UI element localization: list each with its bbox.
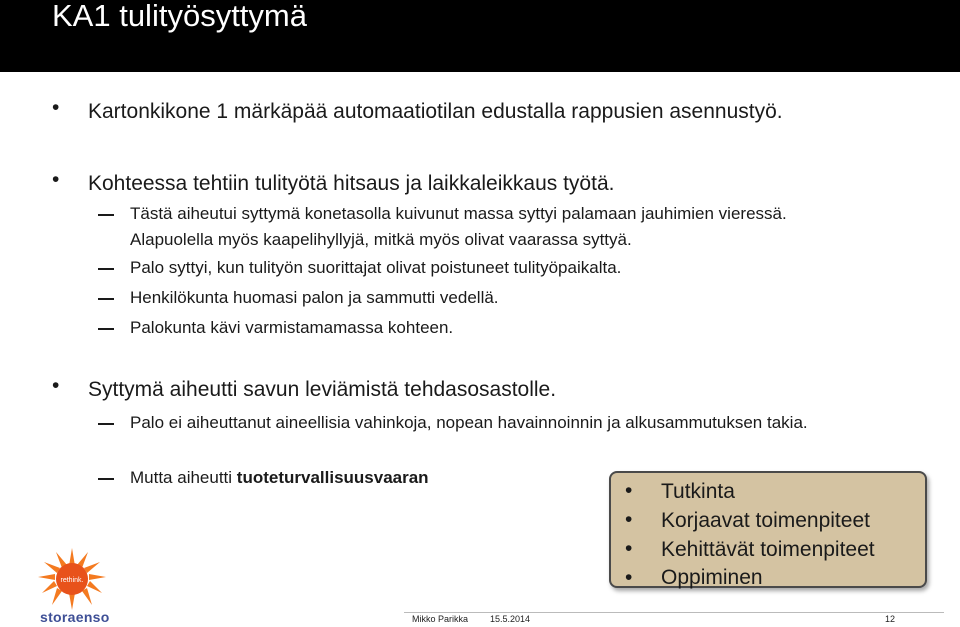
sub-bullet-dash [98, 423, 114, 425]
footer-divider [404, 612, 944, 613]
callout-item-kehittavat: Kehittävät toimenpiteet [661, 538, 875, 561]
sub-bullet-dash [98, 214, 114, 216]
logo-tagline: rethink. [60, 577, 84, 584]
callout-item-oppiminen: Oppiminen [661, 566, 763, 589]
sub-bullet-3-2-text: Mutta aiheutti [130, 468, 237, 487]
bullet-2: Kohteessa tehtiin tulityötä hitsaus ja laikkaleikkaus työtä. [88, 172, 615, 195]
callout-bullet-dot: • [625, 537, 633, 560]
sub-bullet-2-4: Palokunta kävi varmistamamassa kohteen. [130, 318, 454, 337]
callout-item-korjaavat: Korjaavat toimenpiteet [661, 509, 870, 532]
sub-bullet-2-3: Henkilökunta huomasi palon ja sammutti vedellä. [130, 288, 499, 307]
bullet-1: Kartonkikone 1 märkäpää automaatiotilan edustalla rappusien asennustyö. [88, 100, 783, 123]
bullet-dot: • [52, 374, 60, 397]
bullet-dot: • [52, 96, 60, 119]
sub-bullet-2-2: Palo syttyi, kun tulityön suorittajat olivat poistuneet tulityöpaikalta. [130, 258, 622, 277]
slide-title: KA1 tulityösyttymä [52, 0, 307, 33]
sub-bullet-3-2-bold: tuoteturvallisuusvaaran [236, 468, 429, 487]
action-callout-box [609, 471, 927, 588]
callout-item-tutkinta: Tutkinta [661, 480, 735, 503]
footer-page-number: 12 [885, 614, 896, 624]
sub-bullet-2-1: Tästä aiheutui syttymä konetasolla kuivunut massa syttyi palamaan jauhimien vieressä. Alapuolella myös kaapelihyllyjä, mitkä myös olivat vaarassa syttyä. [130, 204, 787, 249]
sub-bullet-3-2 [130, 465, 429, 491]
sub-bullet-dash [98, 478, 114, 480]
callout-bullet-dot: • [625, 508, 633, 531]
bullet-dot: • [52, 168, 60, 191]
footer-date: 15.5.2014 [490, 614, 531, 624]
title-bar [0, 0, 960, 72]
bullet-3: Syttymä aiheutti savun leviämistä tehdasosastolle. [88, 378, 557, 401]
footer-author: Mikko Parikka [412, 614, 469, 624]
stora-enso-sunburst-icon [36, 546, 108, 612]
callout-bullet-dot: • [625, 566, 633, 589]
brand-wordmark: storaenso [40, 609, 110, 625]
sub-bullet-3-1: Palo ei aiheuttanut aineellisia vahinkoja, nopean havainnoinnin ja alkusammutuksen takia. [130, 413, 808, 432]
sub-bullet-dash [98, 298, 114, 300]
sub-bullet-dash [98, 328, 114, 330]
sub-bullet-dash [98, 268, 114, 270]
callout-bullet-dot: • [625, 479, 633, 502]
